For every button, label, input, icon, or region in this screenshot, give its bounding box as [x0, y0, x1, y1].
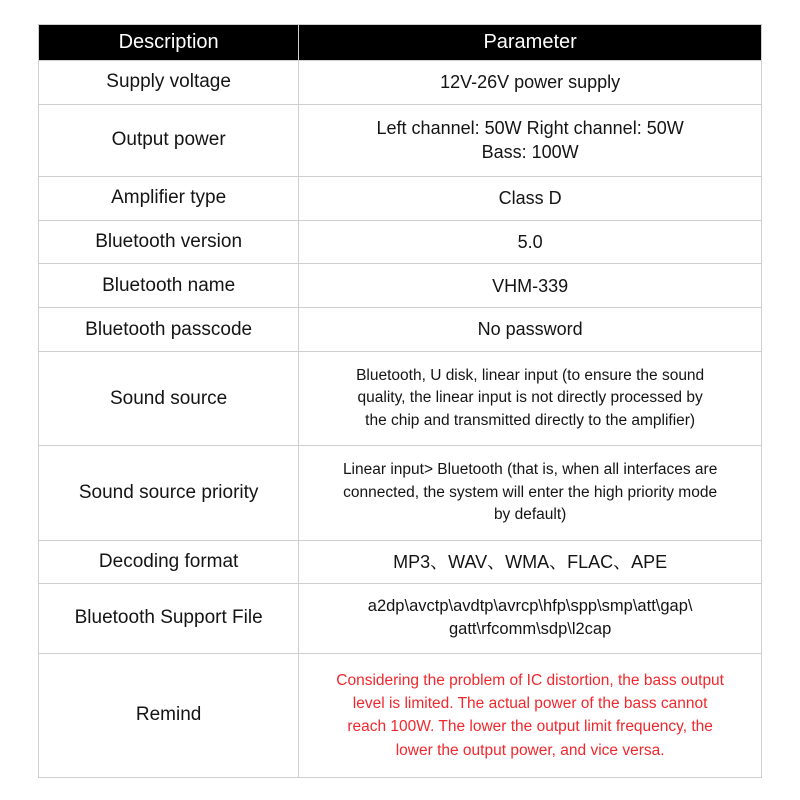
row-parameter [299, 264, 762, 308]
parameter-line: Considering the problem of IC distortion, the bass output [336, 671, 724, 689]
parameter-line: MP3、WAV、WMA、FLAC、APE [393, 551, 668, 572]
parameter-line: quality, the linear input is not directly processed by [357, 389, 703, 407]
parameter-line: Bass: 100W [481, 142, 579, 163]
parameter-line: a2dp\avctp\avdtp\avrcp\hfp\spp\smp\att\gap\ [367, 597, 693, 616]
row-parameter [299, 653, 762, 777]
row-parameter [299, 61, 762, 105]
table-row [39, 540, 762, 584]
parameter-line: by default) [493, 506, 567, 524]
parameter-line: Left channel: 50W Right channel: 50W [376, 118, 684, 139]
table-row [39, 176, 762, 220]
row-parameter [299, 176, 762, 220]
column-header-parameter: Parameter [299, 25, 762, 61]
parameter-line: Linear input> Bluetooth (that is, when all interfaces are [342, 461, 718, 479]
row-description: Amplifier type [39, 176, 299, 220]
table-header [39, 25, 762, 61]
row-parameter [299, 446, 762, 540]
parameter-line: No password [477, 319, 583, 340]
row-parameter [299, 308, 762, 352]
row-parameter [299, 104, 762, 176]
table-row [39, 446, 762, 540]
row-description: Bluetooth version [39, 220, 299, 264]
row-description: Supply voltage [39, 61, 299, 105]
table-body [39, 61, 762, 778]
parameter-line: Bluetooth, U disk, linear input (to ensure the sound [356, 366, 705, 384]
table-row [39, 220, 762, 264]
parameter-line: level is limited. The actual power of the bass cannot [352, 695, 708, 713]
parameter-line: VHM-339 [492, 275, 569, 296]
parameter-line: the chip and transmitted directly to the amplifier) [365, 411, 696, 429]
parameter-line: lower the output power, and vice versa. [395, 741, 665, 759]
table-row [39, 61, 762, 105]
row-description: Bluetooth name [39, 264, 299, 308]
row-description: Output power [39, 104, 299, 176]
row-description: Bluetooth passcode [39, 308, 299, 352]
row-description: Bluetooth Support File [39, 584, 299, 653]
table-row [39, 653, 762, 777]
parameter-line: connected, the system will enter the high priority mode [343, 483, 718, 501]
table-row [39, 264, 762, 308]
table-row [39, 584, 762, 653]
parameter-line: 12V-26V power supply [440, 72, 621, 93]
row-description: Decoding format [39, 540, 299, 584]
row-parameter [299, 351, 762, 445]
table-row [39, 351, 762, 445]
row-description: Remind [39, 653, 299, 777]
row-parameter [299, 540, 762, 584]
parameter-line: reach 100W. The lower the output limit frequency, the [347, 718, 713, 736]
row-parameter [299, 220, 762, 264]
row-parameter [299, 584, 762, 653]
parameter-line: gatt\rfcomm\sdp\l2cap [448, 620, 612, 639]
row-description: Sound source priority [39, 446, 299, 540]
specification-table [38, 24, 762, 778]
table-row [39, 104, 762, 176]
parameter-line: Class D [498, 188, 562, 209]
table-row [39, 308, 762, 352]
parameter-line: 5.0 [517, 231, 543, 252]
table-header-row [39, 25, 762, 61]
row-description: Sound source [39, 351, 299, 445]
column-header-description: Description [39, 25, 299, 61]
